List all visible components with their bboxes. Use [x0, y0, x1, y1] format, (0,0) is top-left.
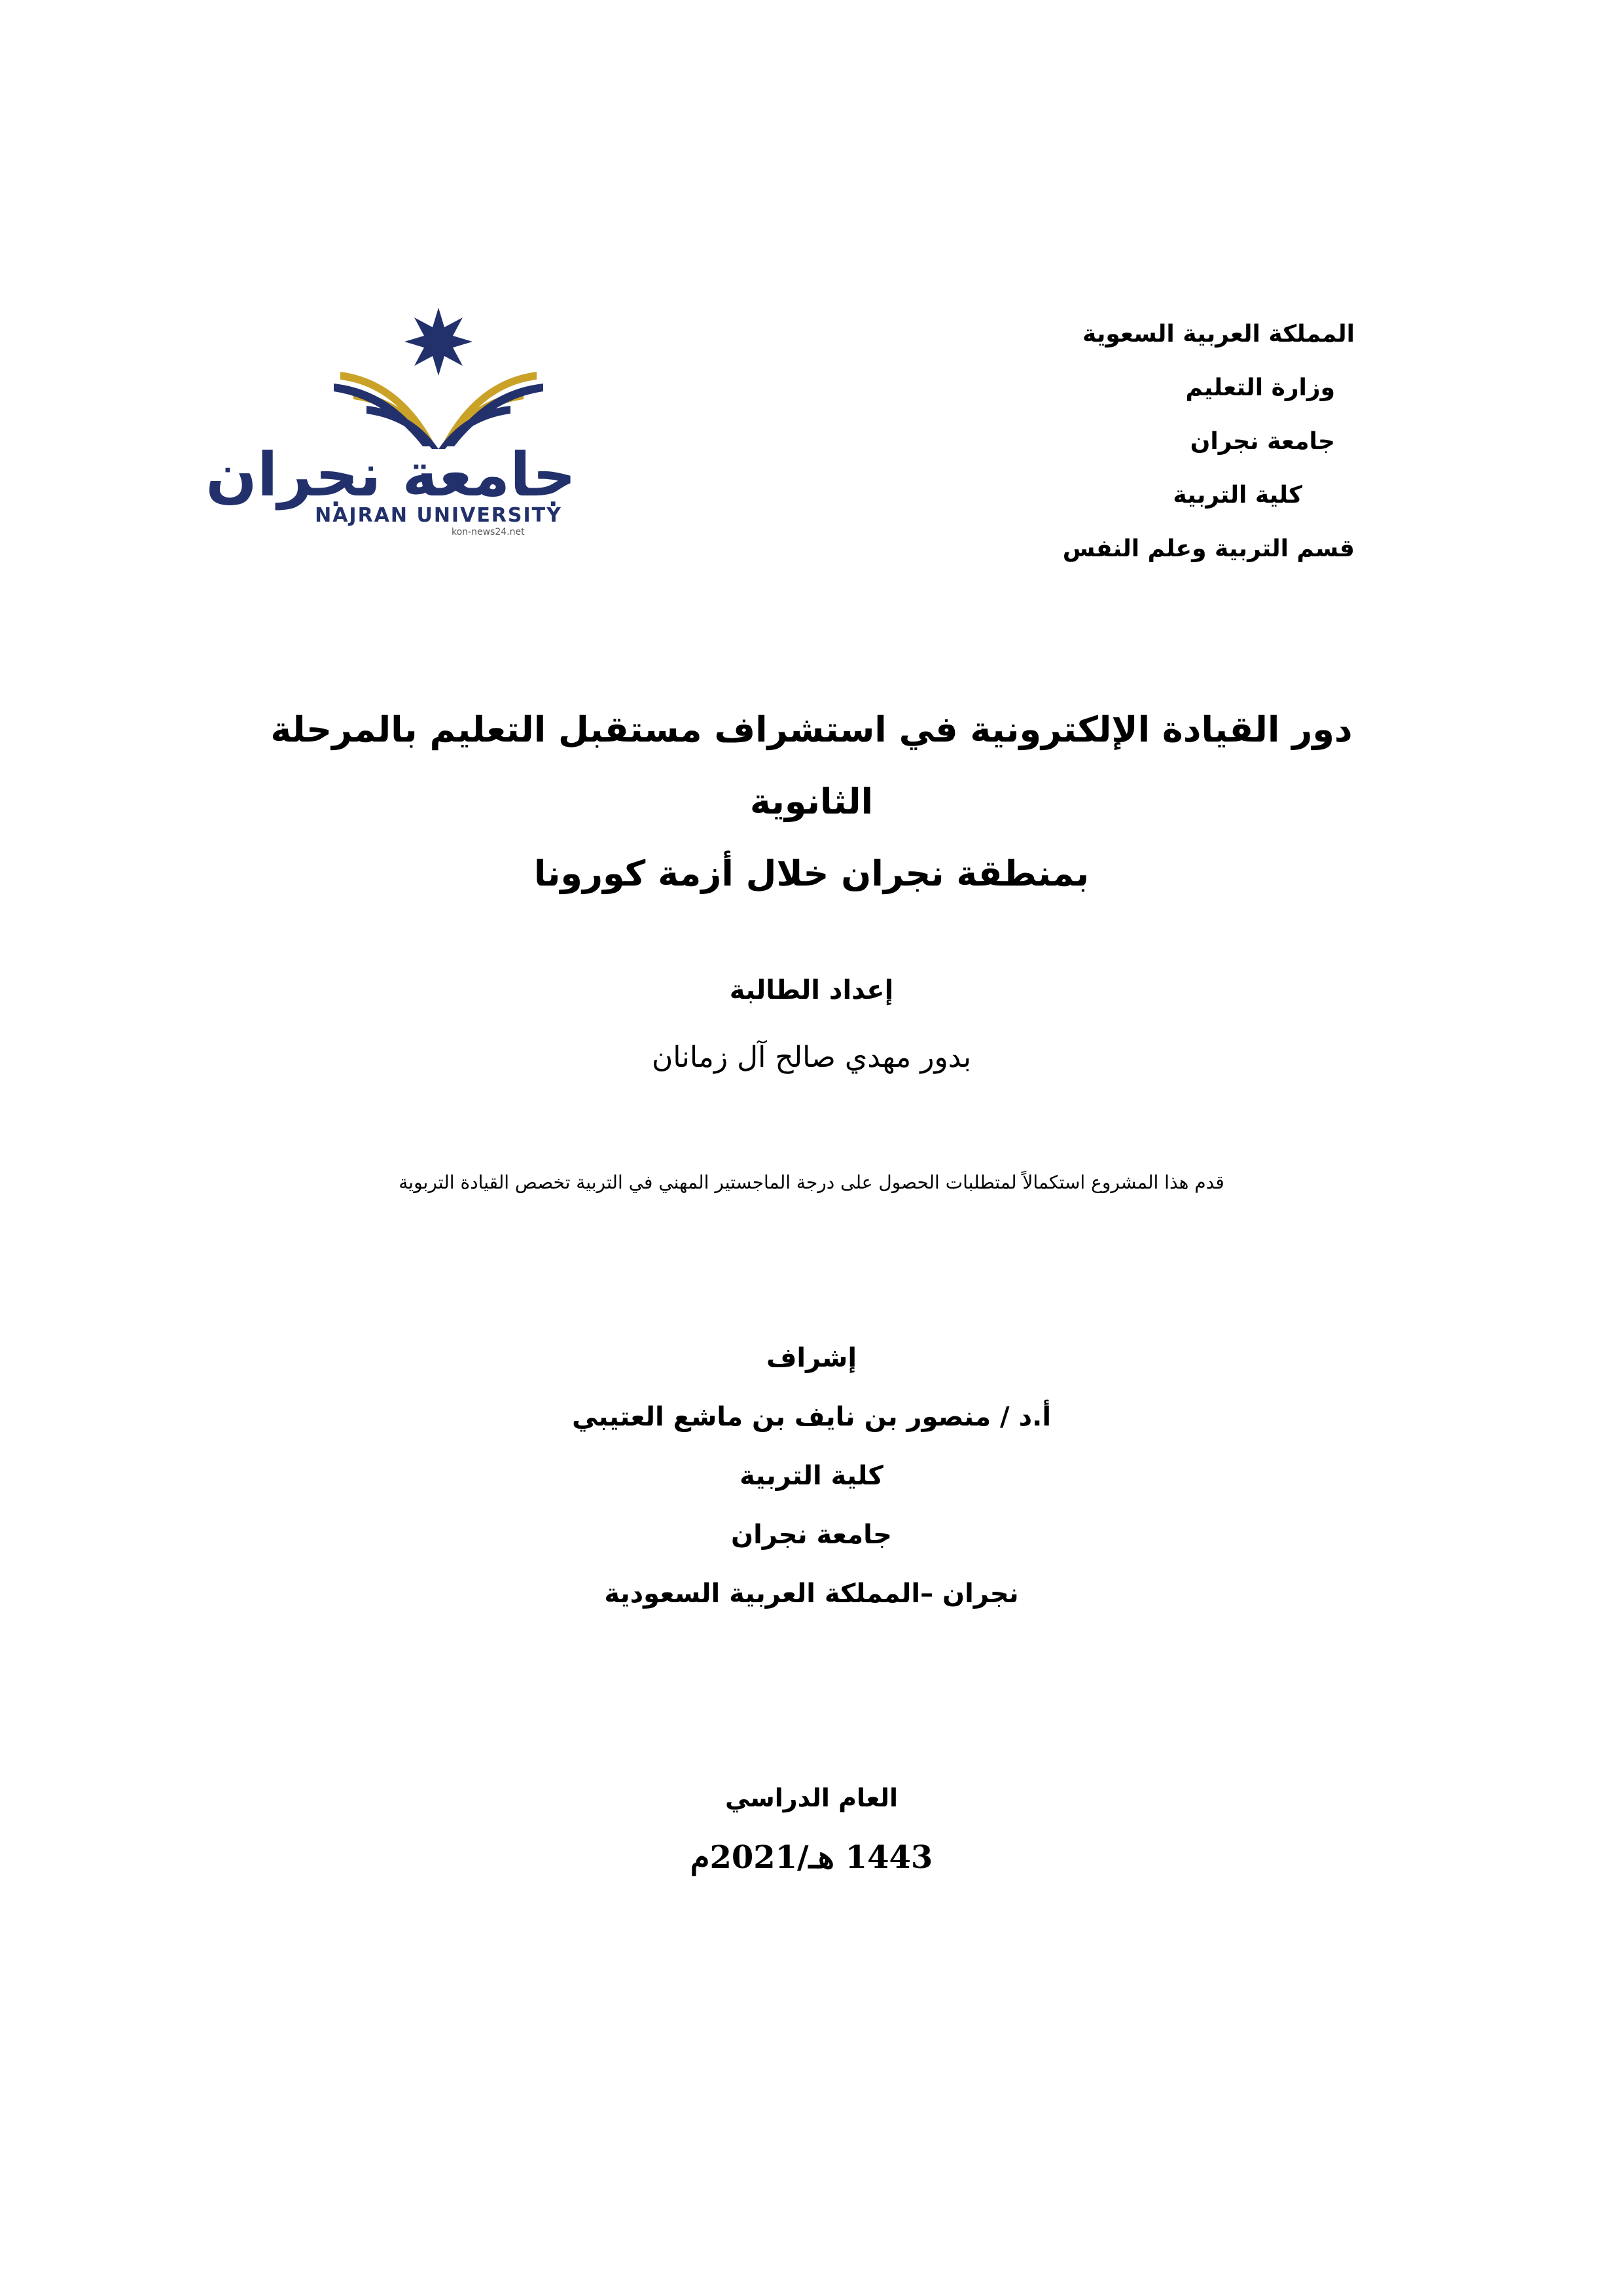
- logo-english-text: NAJRAN UNIVERSITY: [315, 504, 562, 527]
- logo-arabic-text: جامعة نجران: [205, 440, 576, 510]
- logo-emblem-icon: [294, 301, 596, 452]
- supervisor-college: كلية التربية: [740, 1461, 883, 1491]
- academic-year-label: العام الدراسي: [724, 1784, 899, 1812]
- submission-note: قدم هذا المشروع استكمالاً لمتطلبات الحصول على درجة الماجستير المهني في التربية تخصص القيادة التربوية: [399, 1172, 1224, 1193]
- institution-header: [949, 308, 1355, 576]
- supervisor-location: نجران –المملكة العربية السعودية: [604, 1579, 1019, 1609]
- university-logo: [205, 301, 596, 550]
- title-line-2: بمنطقة نجران خلال أزمة كورونا: [533, 853, 1090, 894]
- supervisor-university: جامعة نجران: [731, 1520, 892, 1550]
- ministry-name: وزارة التعليم: [1185, 374, 1335, 401]
- country-name: المملكة العربية السعوية: [1082, 321, 1355, 348]
- supervision-label: إشراف: [766, 1343, 857, 1373]
- student-name: بدور مهدي صالح آل زمانان: [651, 1041, 972, 1074]
- academic-year-value: 1443 هـ/2021م: [690, 1839, 933, 1876]
- college-name: كلية التربية: [1173, 482, 1302, 509]
- department-name: قسم التربية وعلم النفس: [1062, 535, 1355, 562]
- logo-watermark: kon-news24.net: [452, 527, 525, 537]
- supervisor-name: أ.د / منصور بن نايف بن ماشع العتيبي: [571, 1402, 1052, 1432]
- supervision-block: [0, 1329, 1623, 1623]
- title-line-1: دور القيادة الإلكترونية في استشراف مستقبل التعليم بالمرحلة الثانوية: [270, 709, 1353, 822]
- university-name: جامعة نجران: [1190, 428, 1335, 455]
- research-title: [249, 694, 1374, 910]
- prepared-by-label: إعداد الطالبة: [729, 975, 894, 1005]
